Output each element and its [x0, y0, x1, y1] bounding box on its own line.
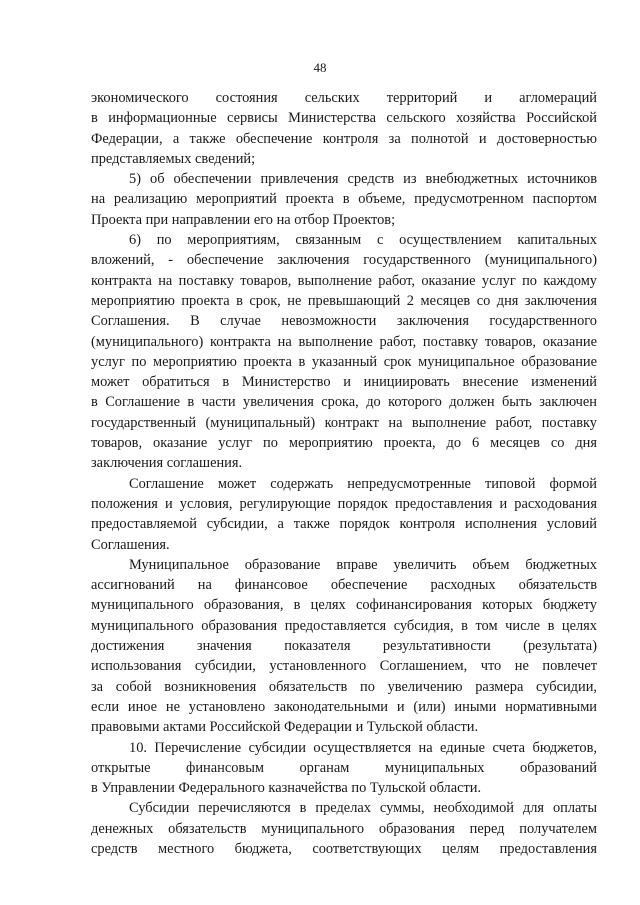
text-line: в Соглашение в части увеличения срока, до которого должен быть заключен: [91, 394, 597, 411]
text-line: муниципального образования, в целях софинансирования которых бюджету: [91, 597, 597, 614]
document-body: [91, 88, 597, 859]
text-line: 5) об обеспечении привлечения средств из внебюджетных источников: [129, 171, 597, 188]
text-line: муниципального образования предоставляется субсидия, в том числе в целях: [91, 617, 597, 634]
text-line: Федерации, а также обеспечение контроля за полнотой и достоверностью: [91, 130, 597, 147]
text-line: может обратиться в Министерство и инициировать внесение изменений: [91, 374, 597, 391]
text-line: Соглашения. В случае невозможности заключения государственного: [91, 313, 597, 330]
paragraph: [91, 474, 597, 555]
text-line: контракта на поставку товаров, выполнение работ, оказание услуг по каждому: [91, 272, 597, 289]
text-line: товаров, оказание услуг по мероприятию проекта, до 6 месяцев со дня: [91, 435, 597, 452]
text-line: заключения соглашения.: [91, 455, 243, 472]
text-line: Проекта при направлении его на отбор Проектов;: [91, 211, 396, 228]
text-line: услуг по мероприятию проекта в указанный срок муниципальное образование: [91, 353, 597, 370]
paragraph: [91, 738, 597, 799]
text-line: положения и условия, регулирующие порядок предоставления и расходования: [91, 495, 597, 512]
text-line: на реализацию мероприятий проекта в объеме, предусмотренном паспортом: [91, 191, 597, 208]
text-line: государственный (муниципальный) контракт на выполнение работ, поставку: [91, 414, 597, 431]
text-line: за собой возникновения обязательств по увеличению размера субсидии,: [91, 678, 597, 695]
text-line: ассигнований на финансовое обеспечение расходных обязательств: [91, 577, 597, 594]
text-line: 10. Перечисление субсидии осуществляется на единые счета бюджетов,: [129, 739, 597, 756]
text-line: Соглашение может содержать непредусмотренные типовой формой: [129, 475, 597, 492]
text-line: 6) по мероприятиям, связанным с осуществлением капитальных: [129, 232, 597, 249]
page-number: 48: [313, 60, 327, 75]
text-line: в Управлении Федерального казначейства по Тульской области.: [91, 780, 482, 797]
text-line: Соглашения.: [91, 536, 170, 553]
text-line: денежных обязательств муниципального образования перед получателем: [91, 820, 597, 837]
text-line: открытые финансовым органам муниципальных образований: [91, 759, 597, 776]
text-line: в информационные сервисы Министерства сельского хозяйства Российской: [91, 110, 597, 127]
text-line: представляемых сведений;: [91, 150, 256, 167]
text-line: Муниципальное образование вправе увеличить объем бюджетных: [129, 556, 597, 573]
paragraph: [91, 555, 597, 738]
text-line: мероприятию проекта в срок, не превышающий 2 месяцев со дня заключения: [91, 292, 597, 309]
text-line: использования субсидии, установленного Соглашением, что не повлечет: [91, 658, 597, 675]
text-line: Субсидии перечисляются в пределах суммы, необходимой для оплаты: [129, 800, 597, 817]
paragraph: [91, 798, 597, 859]
text-line: если иное не установлено законодательными и (или) иными нормативными: [91, 698, 597, 715]
text-line: экономического состояния сельских территорий и агломераций: [91, 90, 597, 106]
text-line: средств местного бюджета, соответствующих целям предоставления: [91, 840, 597, 857]
text-line: (муниципального) контракта на выполнение работ, поставку товаров, оказание: [91, 333, 597, 350]
paragraph: [91, 169, 597, 230]
text-line: предоставляемой субсидии, а также порядок контроля исполнения условий: [91, 516, 597, 533]
text-line: правовыми актами Российской Федерации и Тульской области.: [91, 719, 479, 736]
text-line: вложений, - обеспечение заключения государственного (муниципального): [91, 252, 597, 269]
paragraph: [91, 230, 597, 474]
text-line: достижения значения показателя результативности (результата): [91, 638, 597, 655]
paragraph: [91, 88, 597, 169]
